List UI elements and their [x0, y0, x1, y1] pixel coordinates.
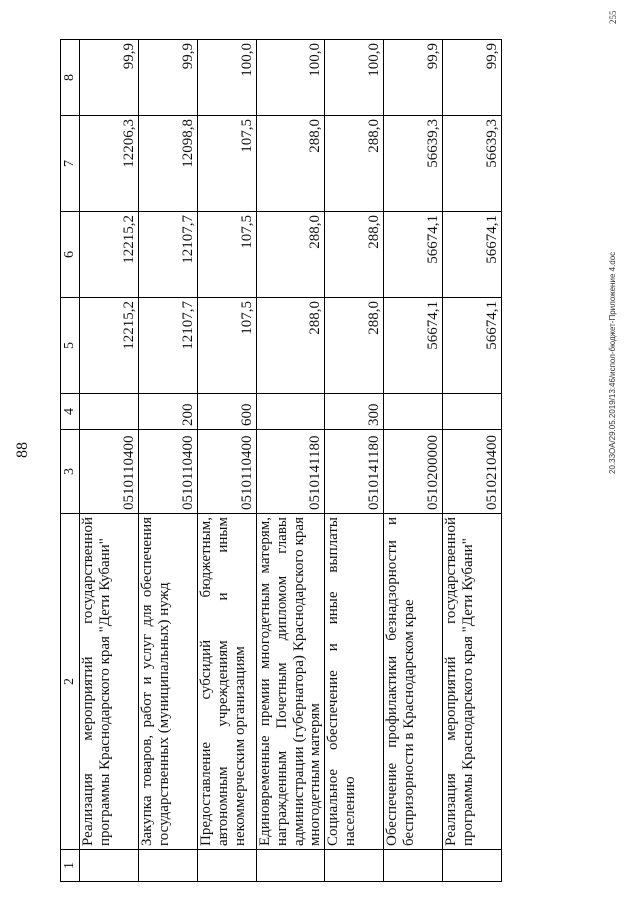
row-number-cell: [325, 850, 384, 882]
csr-cell: 0510200000: [384, 430, 443, 514]
plan-cell: 56674,1: [443, 298, 502, 394]
table-row: [198, 40, 257, 882]
refined-cell: 107,5: [198, 212, 257, 298]
percent-cell: 100,0: [257, 40, 325, 116]
percent-cell: 99,9: [139, 40, 198, 116]
csr-cell: 0510210400: [443, 430, 502, 514]
plan-cell: 107,5: [198, 298, 257, 394]
col-header: 2: [61, 514, 80, 850]
col-header: 1: [61, 850, 80, 882]
executed-cell: 56639,3: [384, 116, 443, 212]
col-header: 7: [61, 116, 80, 212]
row-number-cell: [384, 850, 443, 882]
table-header-row: [61, 40, 80, 882]
percent-cell: 100,0: [198, 40, 257, 116]
refined-cell: 12107,7: [139, 212, 198, 298]
page-number: 88: [14, 442, 31, 458]
file-footer: 20.33ОА/29.05.2019/13:46/испол-бюджет-Приложение 4.doc: [608, 251, 617, 474]
plan-cell: 288,0: [325, 298, 384, 394]
row-name-cell: Реализация мероприятий государственной программы Краснодарского края "Дети Кубани": [443, 514, 502, 850]
executed-cell: 12098,8: [139, 116, 198, 212]
vr-cell: [384, 394, 443, 430]
corner-mark: 255: [608, 10, 618, 24]
refined-cell: 288,0: [325, 212, 384, 298]
row-name-cell: Предоставление субсидий бюджетным, автономным учреждениям и иным некоммерческим организациям: [198, 514, 257, 850]
row-number-cell: [257, 850, 325, 882]
executed-cell: 12206,3: [80, 116, 139, 212]
executed-cell: 288,0: [325, 116, 384, 212]
col-header: 8: [61, 40, 80, 116]
row-name-cell: Единовременные премии многодетным матерям, награжденным Почетным дипломом главы администрации (губернатора) Краснодарского края многодетным матерям: [257, 514, 325, 850]
vr-cell: [443, 394, 502, 430]
row-number-cell: [80, 850, 139, 882]
vr-cell: 600: [198, 394, 257, 430]
row-name-cell: Закупка товаров, работ и услуг для обеспечения государственных (муниципальных) нужд: [139, 514, 198, 850]
row-number-cell: [139, 850, 198, 882]
col-header: 4: [61, 394, 80, 430]
refined-cell: 56674,1: [443, 212, 502, 298]
percent-cell: 99,9: [384, 40, 443, 116]
refined-cell: 12215,2: [80, 212, 139, 298]
csr-cell: 0510110400: [139, 430, 198, 514]
plan-cell: 56674,1: [384, 298, 443, 394]
col-header: 5: [61, 298, 80, 394]
csr-cell: 0510110400: [198, 430, 257, 514]
refined-cell: 56674,1: [384, 212, 443, 298]
csr-cell: 0510110400: [80, 430, 139, 514]
plan-cell: 12215,2: [80, 298, 139, 394]
table-row: [325, 40, 384, 882]
vr-cell: 300: [325, 394, 384, 430]
executed-cell: 288,0: [257, 116, 325, 212]
vr-cell: [257, 394, 325, 430]
col-header: 3: [61, 430, 80, 514]
vr-cell: 200: [139, 394, 198, 430]
table-row: [257, 40, 325, 882]
refined-cell: 288,0: [257, 212, 325, 298]
row-name-cell: Обеспечение профилактики безнадзорности и беспризорности в Краснодарском крае: [384, 514, 443, 850]
table-row: [139, 40, 198, 882]
executed-cell: 107,5: [198, 116, 257, 212]
table-row: [384, 40, 443, 882]
percent-cell: 99,9: [443, 40, 502, 116]
plan-cell: 12107,7: [139, 298, 198, 394]
csr-cell: 0510141180: [257, 430, 325, 514]
executed-cell: 56639,3: [443, 116, 502, 212]
budget-table: [60, 39, 502, 882]
table-row: [443, 40, 502, 882]
plan-cell: 288,0: [257, 298, 325, 394]
row-number-cell: [443, 850, 502, 882]
table-row: [80, 40, 139, 882]
col-header: 6: [61, 212, 80, 298]
percent-cell: 100,0: [325, 40, 384, 116]
row-name-cell: Социальное обеспечение и иные выплаты населению: [325, 514, 384, 850]
percent-cell: 99,9: [80, 40, 139, 116]
vr-cell: [80, 394, 139, 430]
csr-cell: 0510141180: [325, 430, 384, 514]
row-number-cell: [198, 850, 257, 882]
row-name-cell: Реализация мероприятий государственной программы Краснодарского края "Дети Кубани": [80, 514, 139, 850]
